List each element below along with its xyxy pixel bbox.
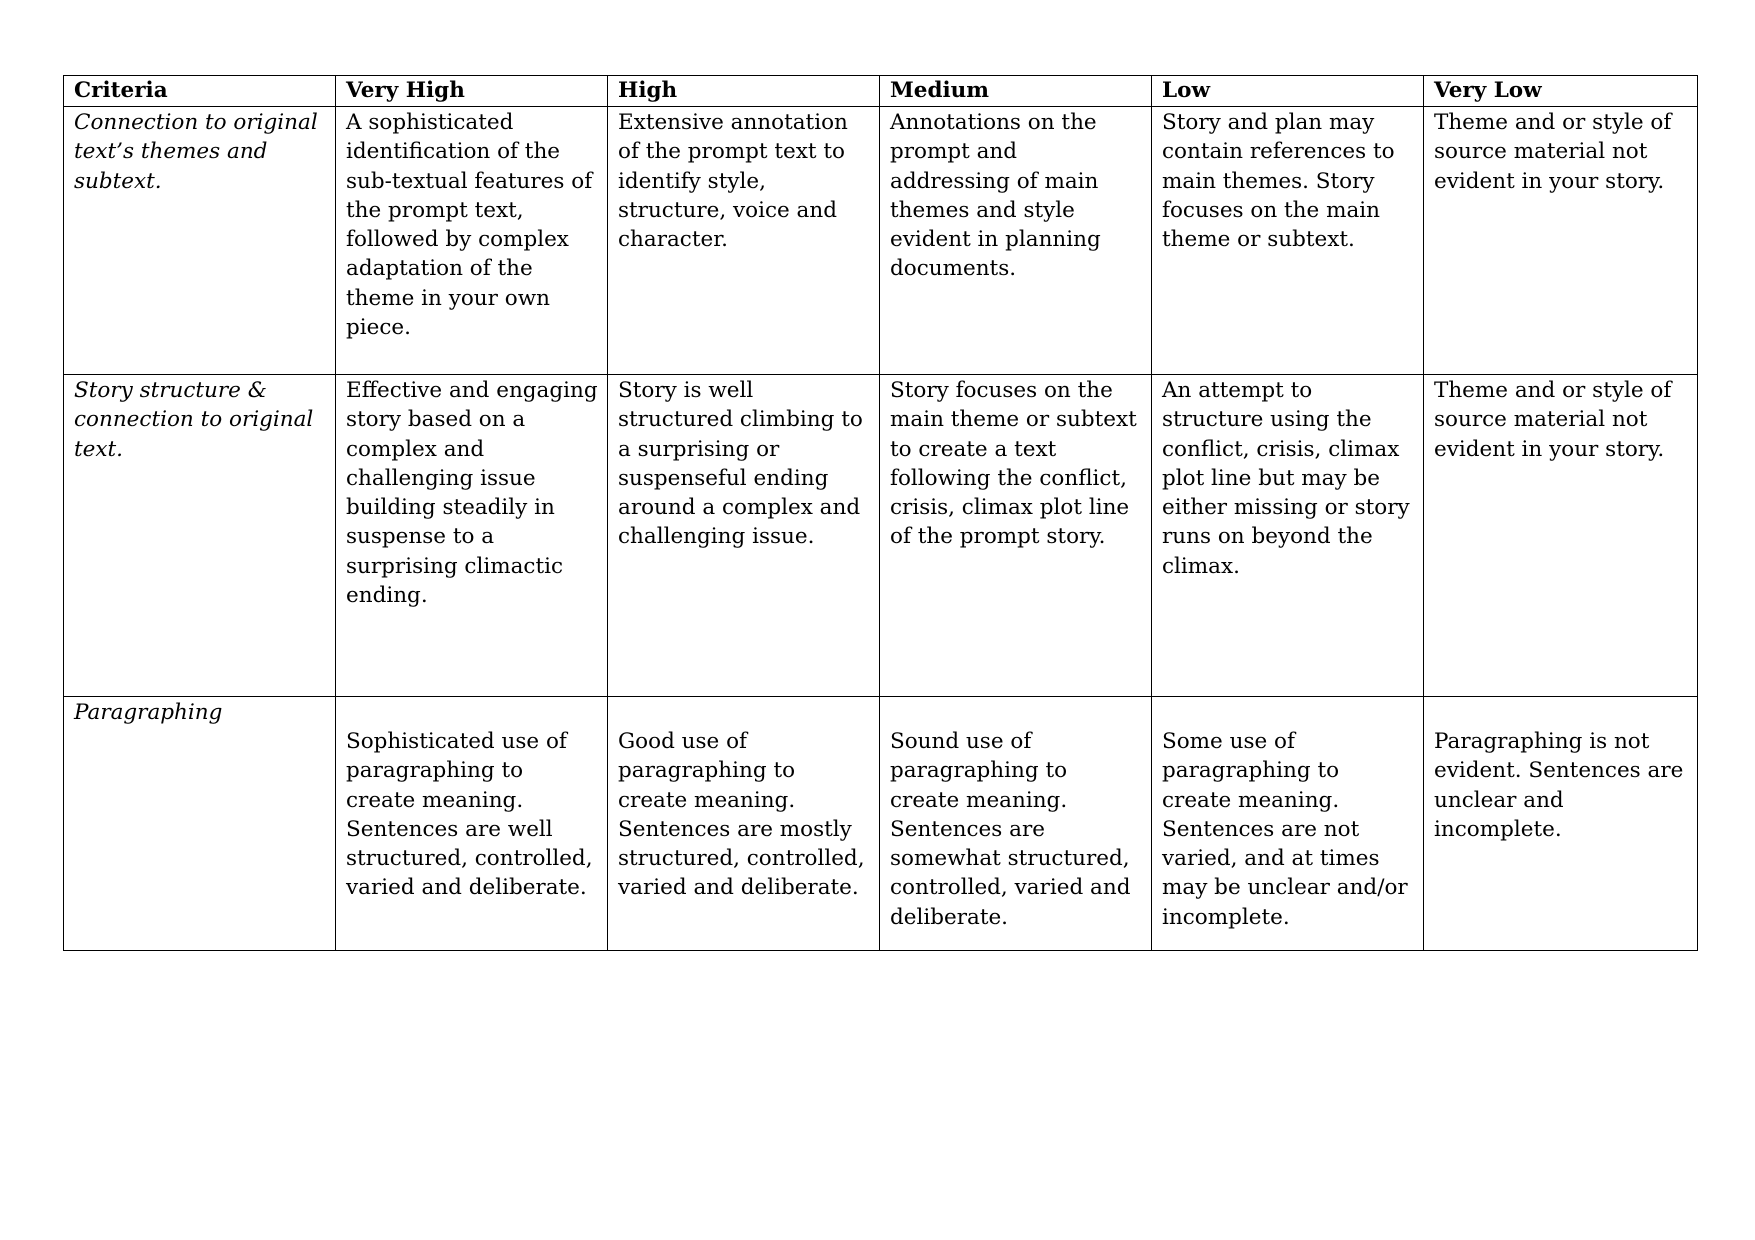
header-low: Low <box>1152 76 1424 107</box>
header-criteria: Criteria <box>64 76 336 107</box>
header-high: High <box>608 76 880 107</box>
high-cell: Extensive annotation of the prompt text to identify style, structure, voice and character. <box>608 107 880 375</box>
very-low-cell <box>1424 697 1698 951</box>
criteria-cell: Story structure & connection to original text. <box>64 375 336 697</box>
medium-cell <box>880 697 1152 951</box>
low-text: Some use of paragraphing to create meaning. Sentences are not varied, and at times may be unclear and/or incomplete. <box>1162 729 1408 930</box>
header-very-high: Very High <box>336 76 608 107</box>
very-low-cell: Theme and or style of source material not evident in your story. <box>1424 375 1698 697</box>
rubric-table <box>63 75 1698 951</box>
criteria-cell: Connection to original text’s themes and subtext. <box>64 107 336 375</box>
header-very-low: Very Low <box>1424 76 1698 107</box>
very-high-cell: A sophisticated identification of the sub-textual features of the prompt text, followed by complex adaptation of the theme in your own piece. <box>336 107 608 375</box>
very-high-text: Sophisticated use of paragraphing to create meaning. Sentences are well structured, controlled, varied and deliberate. <box>346 729 593 901</box>
medium-text: Sound use of paragraphing to create meaning. Sentences are somewhat structured, controlled, varied and deliberate. <box>890 729 1131 930</box>
medium-cell: Story focuses on the main theme or subtext to create a text following the conflict, crisis, climax plot line of the prompt story. <box>880 375 1152 697</box>
very-high-cell <box>336 697 608 951</box>
table-row <box>64 107 1698 375</box>
high-text: Good use of paragraphing to create meaning. Sentences are mostly structured, controlled, varied and deliberate. <box>618 729 865 901</box>
very-low-cell: Theme and or style of source material not evident in your story. <box>1424 107 1698 375</box>
medium-cell: Annotations on the prompt and addressing of main themes and style evident in planning documents. <box>880 107 1152 375</box>
low-cell: An attempt to structure using the conflict, crisis, climax plot line but may be either missing or story runs on beyond the climax. <box>1152 375 1424 697</box>
very-low-text: Paragraphing is not evident. Sentences are unclear and incomplete. <box>1434 729 1684 842</box>
high-cell <box>608 697 880 951</box>
very-high-cell: Effective and engaging story based on a complex and challenging issue building steadily in suspense to a surprising climactic ending. <box>336 375 608 697</box>
header-row <box>64 76 1698 107</box>
header-medium: Medium <box>880 76 1152 107</box>
high-cell: Story is well structured climbing to a surprising or suspenseful ending around a complex and challenging issue. <box>608 375 880 697</box>
low-cell: Story and plan may contain references to main themes. Story focuses on the main theme or subtext. <box>1152 107 1424 375</box>
table-row <box>64 375 1698 697</box>
criteria-cell: Paragraphing <box>64 697 336 951</box>
low-cell <box>1152 697 1424 951</box>
table-row <box>64 697 1698 951</box>
